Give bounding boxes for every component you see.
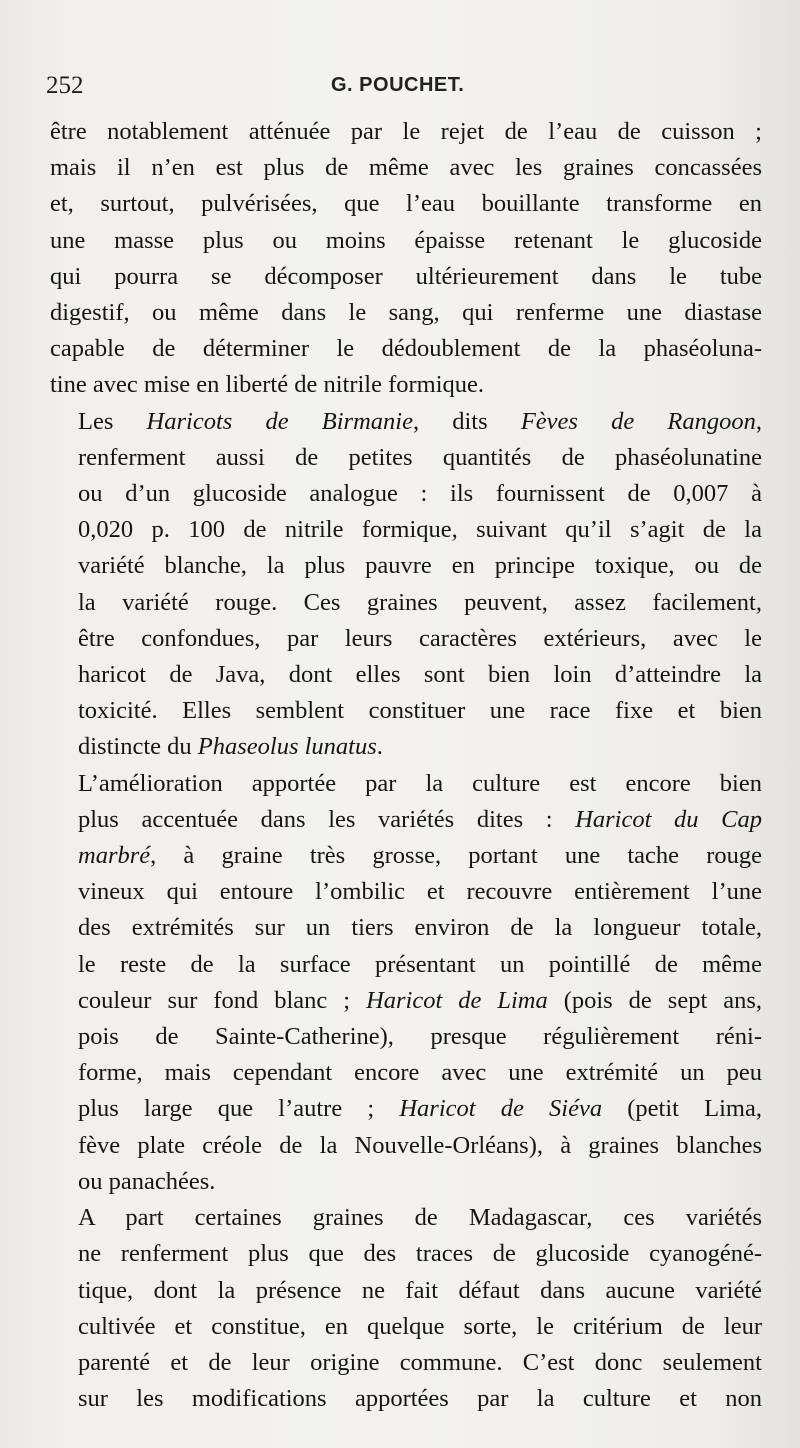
text-line (50, 1309, 762, 1345)
text-segment: A part certaines graines de Madagascar, ces variétés (78, 1204, 762, 1232)
italic-text: Haricot de Lima (366, 986, 548, 1014)
running-head-author: G. POUCHET. (331, 74, 465, 96)
text-segment: sur les modifications apportées par la culture et non (78, 1385, 762, 1413)
page-header (46, 68, 766, 104)
text-segment: parenté et de leur origine commune. C’est donc seulement (78, 1348, 762, 1376)
paragraph (50, 114, 762, 404)
text-line (50, 1345, 762, 1381)
text-segment: une masse plus ou moins épaisse retenant le glucoside (50, 226, 762, 254)
text-segment: qui pourra se décomposer ultérieurement dans le tube (50, 262, 762, 290)
text-line (50, 223, 762, 259)
text-line (50, 657, 762, 693)
text-line (50, 476, 762, 512)
text-segment: pois de Sainte-Catherine), presque régulièrement réni- (78, 1023, 762, 1051)
text-segment: capable de déterminer le dédoublement de la phaséoluna- (50, 335, 762, 363)
paragraph (50, 404, 762, 766)
text-segment: variété blanche, la plus pauvre en principe toxique, ou de (78, 552, 762, 580)
text-segment: ou d’un glucoside analogue : ils fournissent de 0,007 à (78, 480, 762, 508)
text-segment: vineux qui entoure l’ombilic et recouvre entièrement l’une (78, 878, 762, 906)
text-segment: digestif, ou même dans le sang, qui renferme une diastase (50, 299, 762, 327)
text-line (50, 1091, 762, 1127)
page-number: 252 (46, 72, 84, 99)
text-segment: et, surtout, pulvérisées, que l’eau bouillante transforme en (50, 190, 762, 218)
text-segment: le reste de la surface présentant un pointillé de même (78, 950, 762, 978)
text-line (50, 367, 762, 403)
text-line (50, 259, 762, 295)
text-segment: toxicité. Elles semblent constituer une race fixe et bien (78, 697, 762, 725)
text-line (50, 874, 762, 910)
text-segment: , dits (412, 407, 521, 435)
text-line (50, 802, 762, 838)
text-line (50, 331, 762, 367)
text-segment: plus large que l’autre ; (78, 1095, 400, 1123)
text-segment: cultivée et constitue, en quelque sorte, le critérium de leur (78, 1312, 762, 1340)
text-line (50, 1200, 762, 1236)
italic-text: marbré (78, 842, 151, 870)
text-segment: forme, mais cependant encore avec une extrémité un peu (78, 1059, 762, 1087)
text-line (50, 621, 762, 657)
text-segment: être notablement atténuée par le rejet de l’eau de cuisson ; (50, 118, 762, 145)
text-line (50, 1128, 762, 1164)
text-line (50, 729, 762, 765)
text-line (50, 983, 762, 1019)
text-line (50, 440, 762, 476)
text-segment: , (755, 407, 763, 435)
text-line (50, 114, 762, 150)
text-line (50, 150, 762, 186)
text-line (50, 838, 762, 874)
italic-text: Fèves de Rangoon (520, 407, 756, 435)
text-line (50, 766, 762, 802)
text-segment: fève plate créole de la Nouvelle-Orléans), à graines blanches (78, 1131, 762, 1159)
text-segment: tique, dont la présence ne fait défaut dans aucune variété (78, 1276, 762, 1304)
text-line (50, 404, 762, 440)
text-line (50, 1236, 762, 1272)
text-segment: des extrémités sur un tiers environ de la longueur totale, (78, 914, 762, 942)
text-segment: haricot de Java, dont elles sont bien loin d’atteindre la (78, 661, 762, 689)
text-segment: être confondues, par leurs caractères extérieurs, avec le (78, 624, 762, 652)
text-segment: mais il n’en est plus de même avec les graines concassées (50, 154, 762, 182)
text-line (50, 512, 762, 548)
text-segment: (pois de sept ans, (547, 986, 763, 1014)
text-line (50, 693, 762, 729)
paragraph (50, 766, 762, 1200)
text-segment: , à graine très grosse, portant une tache rouge (150, 842, 762, 870)
text-segment: couleur sur fond blanc ; (78, 986, 367, 1014)
text-segment: renferment aussi de petites quantités de phaséolunatine (78, 443, 762, 471)
text-segment: (petit Lima, (602, 1095, 762, 1123)
text-segment: ne renferment plus que des traces de glucoside cyanogéné- (78, 1240, 762, 1268)
text-segment: distincte du (78, 733, 198, 761)
text-line (50, 1019, 762, 1055)
text-line (50, 548, 762, 584)
text-line (50, 585, 762, 621)
text-line (50, 910, 762, 946)
text-segment: plus accentuée dans les variétés dites : (78, 805, 576, 833)
text-line (50, 1273, 762, 1309)
text-segment: L’amélioration apportée par la culture est encore bien (78, 769, 762, 797)
text-segment: ou panachées. (78, 1167, 216, 1195)
italic-text: Haricots de Birmanie (146, 407, 413, 435)
text-line (50, 1055, 762, 1091)
text-line (50, 1164, 762, 1200)
text-line (50, 947, 762, 983)
text-segment: Les (78, 407, 147, 435)
body-text (50, 114, 762, 1417)
text-segment: la variété rouge. Ces graines peuvent, assez facilement, (78, 588, 762, 616)
text-segment: tine avec mise en liberté de nitrile formique. (50, 371, 485, 399)
italic-text: Haricot de Siéva (399, 1095, 603, 1123)
italic-text: Phaseolus lunatus (197, 733, 377, 761)
italic-text: Haricot du Cap (575, 805, 763, 833)
text-line (50, 1381, 762, 1417)
text-segment: . (376, 733, 383, 761)
text-line (50, 295, 762, 331)
text-segment: 0,020 p. 100 de nitrile formique, suivant qu’il s’agit de la (78, 516, 762, 544)
paragraph (50, 1200, 762, 1417)
text-line (50, 186, 762, 222)
